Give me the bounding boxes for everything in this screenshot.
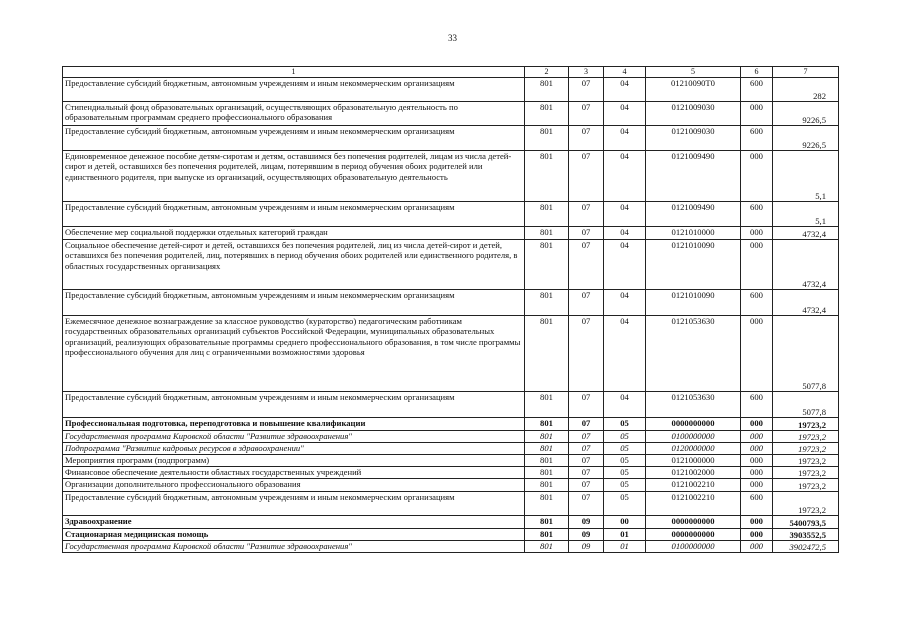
cell-target-article: 0121053630 — [646, 316, 741, 392]
cell-section: 07 — [569, 126, 604, 151]
cell-section: 07 — [569, 392, 604, 418]
table-row — [63, 467, 839, 479]
cell-amount: 19723,2 — [773, 467, 839, 479]
cell-amount: 5,1 — [773, 151, 839, 202]
cell-amount: 19723,2 — [773, 418, 839, 431]
cell-admin-code: 801 — [525, 492, 569, 516]
cell-admin-code: 801 — [525, 467, 569, 479]
cell-admin-code: 801 — [525, 479, 569, 492]
cell-expense-type: 000 — [741, 529, 773, 541]
column-header-subsection: 4 — [604, 67, 646, 78]
cell-target-article: 0121009030 — [646, 102, 741, 126]
cell-subsection: 01 — [604, 529, 646, 541]
cell-target-article: 0120000000 — [646, 443, 741, 455]
cell-description: Государственная программа Кировской области "Развитие здравоохранения" — [63, 541, 525, 553]
cell-description: Предоставление субсидий бюджетным, автономным учреждениям и иным некоммерческим организациям — [63, 78, 525, 102]
cell-admin-code: 801 — [525, 290, 569, 316]
cell-expense-type: 000 — [741, 418, 773, 431]
cell-target-article: 0121002210 — [646, 479, 741, 492]
cell-description: Подпрограмма "Развитие кадровых ресурсов в здравоохранении" — [63, 443, 525, 455]
cell-subsection: 04 — [604, 202, 646, 227]
cell-amount: 19723,2 — [773, 431, 839, 443]
cell-description: Предоставление субсидий бюджетным, автономным учреждениям и иным некоммерческим организациям — [63, 392, 525, 418]
cell-amount: 19723,2 — [773, 492, 839, 516]
table-row — [63, 151, 839, 202]
cell-description: Организации дополнительного профессионального образования — [63, 479, 525, 492]
cell-description: Социальное обеспечение детей-сирот и детей, оставшихся без попечения родителей, лиц из числа детей-сирот и детей, оставшихся без попечения родителей, лиц, потерявших в период обучения обоих родителей или единственного родителя, в областных государственных организациях — [63, 240, 525, 290]
table-row — [63, 78, 839, 102]
cell-section: 07 — [569, 479, 604, 492]
table-row — [63, 316, 839, 392]
cell-amount: 9226,5 — [773, 102, 839, 126]
table-row — [63, 443, 839, 455]
cell-expense-type: 000 — [741, 467, 773, 479]
cell-description: Предоставление субсидий бюджетным, автономным учреждениям и иным некоммерческим организациям — [63, 202, 525, 227]
cell-description: Профессиональная подготовка, переподготовка и повышение квалификации — [63, 418, 525, 431]
cell-section: 07 — [569, 443, 604, 455]
cell-admin-code: 801 — [525, 418, 569, 431]
cell-expense-type: 000 — [741, 431, 773, 443]
cell-amount: 5077,8 — [773, 392, 839, 418]
table-row — [63, 102, 839, 126]
cell-expense-type: 000 — [741, 455, 773, 467]
cell-section: 07 — [569, 492, 604, 516]
cell-target-article: 0121009490 — [646, 202, 741, 227]
cell-section: 07 — [569, 418, 604, 431]
table-row — [63, 529, 839, 541]
cell-amount: 3903552,5 — [773, 529, 839, 541]
cell-section: 07 — [569, 202, 604, 227]
cell-subsection: 04 — [604, 392, 646, 418]
cell-target-article: 0000000000 — [646, 418, 741, 431]
cell-admin-code: 801 — [525, 443, 569, 455]
table-row — [63, 227, 839, 240]
cell-admin-code: 801 — [525, 151, 569, 202]
table-row — [63, 392, 839, 418]
cell-description: Стационарная медицинская помощь — [63, 529, 525, 541]
cell-section: 07 — [569, 455, 604, 467]
cell-target-article: 0121000000 — [646, 455, 741, 467]
cell-expense-type: 000 — [741, 102, 773, 126]
cell-subsection: 05 — [604, 479, 646, 492]
cell-description: Предоставление субсидий бюджетным, автономным учреждениям и иным некоммерческим организациям — [63, 126, 525, 151]
cell-expense-type: 600 — [741, 392, 773, 418]
cell-amount: 282 — [773, 78, 839, 102]
cell-target-article: 0121002210 — [646, 492, 741, 516]
cell-section: 07 — [569, 431, 604, 443]
cell-expense-type: 600 — [741, 78, 773, 102]
cell-section: 07 — [569, 467, 604, 479]
cell-amount: 4732,4 — [773, 240, 839, 290]
cell-target-article: 01210090Т0 — [646, 78, 741, 102]
table-row — [63, 516, 839, 529]
cell-description: Ежемесячное денежное вознаграждение за классное руководство (кураторство) педагогическим работникам государственных образовательных организаций субъектов Российской Федерации, муниципальных образовательных организаций, реализующих образовательные программы среднего профессионального образования, в том числе программы профессионального обучения для лиц с ограниченными возможностями здоровья — [63, 316, 525, 392]
cell-amount: 4732,4 — [773, 227, 839, 240]
cell-expense-type: 000 — [741, 316, 773, 392]
cell-expense-type: 000 — [741, 479, 773, 492]
cell-subsection: 04 — [604, 102, 646, 126]
table-row — [63, 431, 839, 443]
cell-expense-type: 000 — [741, 541, 773, 553]
cell-section: 07 — [569, 316, 604, 392]
table-row — [63, 492, 839, 516]
cell-target-article: 0121002000 — [646, 467, 741, 479]
cell-admin-code: 801 — [525, 227, 569, 240]
cell-target-article: 0121053630 — [646, 392, 741, 418]
column-header-admin-code: 2 — [525, 67, 569, 78]
cell-target-article: 0121009490 — [646, 151, 741, 202]
table-row — [63, 479, 839, 492]
cell-section: 07 — [569, 102, 604, 126]
cell-expense-type: 600 — [741, 492, 773, 516]
table-row — [63, 455, 839, 467]
cell-subsection: 05 — [604, 492, 646, 516]
cell-amount: 5,1 — [773, 202, 839, 227]
cell-subsection: 04 — [604, 151, 646, 202]
table-row — [63, 290, 839, 316]
cell-amount: 4732,4 — [773, 290, 839, 316]
cell-subsection: 00 — [604, 516, 646, 529]
cell-admin-code: 801 — [525, 316, 569, 392]
table-header-row — [63, 67, 839, 78]
cell-target-article: 0100000000 — [646, 541, 741, 553]
cell-section: 09 — [569, 541, 604, 553]
cell-target-article: 0121009030 — [646, 126, 741, 151]
cell-subsection: 04 — [604, 78, 646, 102]
cell-description: Финансовое обеспечение деятельности областных государственных учреждений — [63, 467, 525, 479]
cell-expense-type: 000 — [741, 240, 773, 290]
cell-section: 07 — [569, 78, 604, 102]
cell-expense-type: 000 — [741, 516, 773, 529]
budget-table — [62, 66, 839, 553]
cell-section: 09 — [569, 516, 604, 529]
cell-admin-code: 801 — [525, 455, 569, 467]
cell-amount: 9226,5 — [773, 126, 839, 151]
page-number: 33 — [448, 33, 457, 43]
cell-target-article: 0100000000 — [646, 431, 741, 443]
cell-section: 07 — [569, 227, 604, 240]
column-header-section: 3 — [569, 67, 604, 78]
column-header-expense-type: 6 — [741, 67, 773, 78]
cell-description: Здравоохранение — [63, 516, 525, 529]
cell-description: Государственная программа Кировской области "Развитие здравоохранения" — [63, 431, 525, 443]
cell-description: Стипендиальный фонд образовательных организаций, осуществляющих образовательную деятельность по образовательным программам среднего профессионального образования — [63, 102, 525, 126]
cell-admin-code: 801 — [525, 541, 569, 553]
cell-admin-code: 801 — [525, 102, 569, 126]
cell-admin-code: 801 — [525, 529, 569, 541]
cell-amount: 19723,2 — [773, 479, 839, 492]
cell-section: 07 — [569, 151, 604, 202]
cell-amount: 3902472,5 — [773, 541, 839, 553]
cell-subsection: 04 — [604, 227, 646, 240]
cell-expense-type: 600 — [741, 202, 773, 227]
cell-admin-code: 801 — [525, 78, 569, 102]
cell-target-article: 0000000000 — [646, 516, 741, 529]
cell-subsection: 04 — [604, 316, 646, 392]
cell-description: Предоставление субсидий бюджетным, автономным учреждениям и иным некоммерческим организациям — [63, 290, 525, 316]
cell-subsection: 04 — [604, 126, 646, 151]
cell-subsection: 05 — [604, 467, 646, 479]
table-row — [63, 202, 839, 227]
table-row — [63, 240, 839, 290]
cell-subsection: 04 — [604, 290, 646, 316]
cell-amount: 19723,2 — [773, 443, 839, 455]
table-row — [63, 541, 839, 553]
cell-expense-type: 000 — [741, 151, 773, 202]
cell-section: 07 — [569, 290, 604, 316]
cell-description: Предоставление субсидий бюджетным, автономным учреждениям и иным некоммерческим организациям — [63, 492, 525, 516]
cell-target-article: 0121010000 — [646, 227, 741, 240]
cell-admin-code: 801 — [525, 392, 569, 418]
cell-amount: 19723,2 — [773, 455, 839, 467]
column-header-description: 1 — [63, 67, 525, 78]
cell-expense-type: 600 — [741, 126, 773, 151]
cell-section: 09 — [569, 529, 604, 541]
cell-subsection: 05 — [604, 455, 646, 467]
cell-subsection: 04 — [604, 240, 646, 290]
cell-subsection: 01 — [604, 541, 646, 553]
cell-expense-type: 000 — [741, 227, 773, 240]
table-row — [63, 418, 839, 431]
cell-admin-code: 801 — [525, 431, 569, 443]
cell-target-article: 0000000000 — [646, 529, 741, 541]
cell-admin-code: 801 — [525, 240, 569, 290]
cell-target-article: 0121010090 — [646, 240, 741, 290]
cell-description: Мероприятия программ (подпрограмм) — [63, 455, 525, 467]
cell-description: Единовременное денежное пособие детям-сиротам и детям, оставшимся без попечения родителей, лицам из числа детей-сирот и детей, оставшихся без попечения родителей, лицам, потерявшим в период обучения обоих родителей или единственного родителя, при выпуске из организаций, осуществляющих образовательную деятельность — [63, 151, 525, 202]
cell-amount: 5400793,5 — [773, 516, 839, 529]
cell-section: 07 — [569, 240, 604, 290]
cell-admin-code: 801 — [525, 202, 569, 227]
cell-expense-type: 600 — [741, 290, 773, 316]
cell-target-article: 0121010090 — [646, 290, 741, 316]
cell-description: Обеспечение мер социальной поддержки отдельных категорий граждан — [63, 227, 525, 240]
cell-expense-type: 000 — [741, 443, 773, 455]
cell-amount: 5077,8 — [773, 316, 839, 392]
cell-admin-code: 801 — [525, 516, 569, 529]
table-row — [63, 126, 839, 151]
column-header-target-article: 5 — [646, 67, 741, 78]
column-header-amount: 7 — [773, 67, 839, 78]
cell-admin-code: 801 — [525, 126, 569, 151]
cell-subsection: 05 — [604, 418, 646, 431]
cell-subsection: 05 — [604, 431, 646, 443]
cell-subsection: 05 — [604, 443, 646, 455]
